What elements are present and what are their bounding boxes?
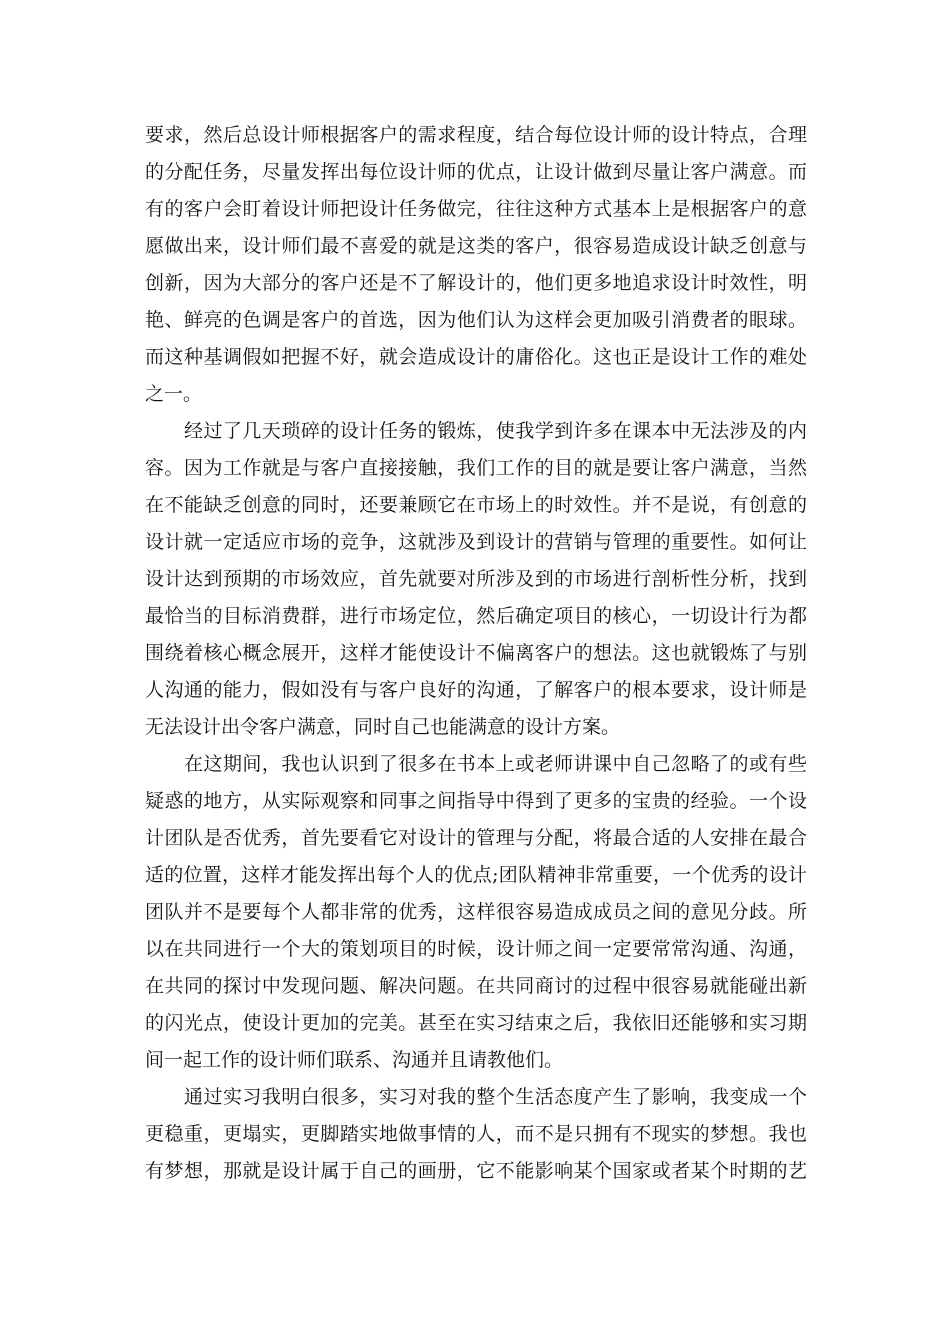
text-line: 设计达到预期的市场效应，首先就要对所涉及到的市场进行剖析性分析，找到	[145, 568, 807, 590]
text-line: 人沟通的能力，假如没有与客户良好的沟通，了解客户的根本要求，设计师是	[145, 679, 807, 701]
text-line: 疑惑的地方，从实际观察和同事之间指导中得到了更多的宝贵的经验。一个设	[145, 790, 807, 812]
text-line: 最恰当的目标消费群，进行市场定位，然后确定项目的核心，一切设计行为都	[145, 605, 807, 627]
text-line: 有的客户会盯着设计师把设计任务做完，往往这种方式基本上是根据客户的意	[145, 198, 807, 220]
text-line: 有梦想，那就是设计属于自己的画册，它不能影响某个国家或者某个时期的艺	[145, 1160, 807, 1182]
text-line: 要求，然后总设计师根据客户的需求程度，结合每位设计师的设计特点，合理	[145, 124, 807, 146]
text-line: 的分配任务，尽量发挥出每位设计师的优点，让设计做到尽量让客户满意。而	[145, 161, 807, 183]
text-line: 间一起工作的设计师们联系、沟通并且请教他们。	[145, 1049, 564, 1071]
text-line: 更稳重，更塌实，更脚踏实地做事情的人，而不是只拥有不现实的梦想。我也	[145, 1123, 807, 1145]
text-line: 创新，因为大部分的客户还是不了解设计的，他们更多地追求设计时效性，明	[145, 272, 807, 294]
text-line: 适的位置，这样才能发挥出每个人的优点;团队精神非常重要，一个优秀的设计	[145, 864, 807, 886]
text-line: 的闪光点，使设计更加的完美。甚至在实习结束之后，我依旧还能够和实习期	[145, 1012, 807, 1034]
text-line: 之一。	[145, 383, 203, 405]
text-line: 无法设计出令客户满意，同时自己也能满意的设计方案。	[145, 716, 621, 738]
text-line: 经过了几天琐碎的设计任务的锻炼，使我学到许多在课本中无法涉及的内	[145, 420, 807, 442]
text-line: 围绕着核心概念展开，这样才能使设计不偏离客户的想法。这也就锻炼了与别	[145, 642, 807, 664]
text-line: 容。因为工作就是与客户直接接触，我们工作的目的就是要让客户满意，当然	[145, 457, 807, 479]
text-line: 计团队是否优秀，首先要看它对设计的管理与分配，将最合适的人安排在最合	[145, 827, 807, 849]
text-line: 在不能缺乏创意的同时，还要兼顾它在市场上的时效性。并不是说，有创意的	[145, 494, 807, 516]
text-line: 在共同的探讨中发现问题、解决问题。在共同商讨的过程中很容易就能碰出新	[145, 975, 807, 997]
text-line: 以在共同进行一个大的策划项目的时候，设计师之间一定要常常沟通、沟通，	[145, 938, 807, 960]
text-line: 设计就一定适应市场的竞争，这就涉及到设计的营销与管理的重要性。如何让	[145, 531, 807, 553]
document-body	[145, 117, 807, 1190]
text-line: 愿做出来，设计师们最不喜爱的就是这类的客户，很容易造成设计缺乏创意与	[145, 235, 807, 257]
text-line: 而这种基调假如把握不好，就会造成设计的庸俗化。这也正是设计工作的难处	[145, 346, 807, 368]
text-line: 艳、鲜亮的色调是客户的首选，因为他们认为这样会更加吸引消费者的眼球。	[145, 309, 807, 331]
text-line: 通过实习我明白很多，实习对我的整个生活态度产生了影响，我变成一个	[145, 1086, 807, 1108]
text-line: 团队并不是要每个人都非常的优秀，这样很容易造成成员之间的意见分歧。所	[145, 901, 807, 923]
text-line: 在这期间，我也认识到了很多在书本上或老师讲课中自己忽略了的或有些	[145, 753, 807, 775]
